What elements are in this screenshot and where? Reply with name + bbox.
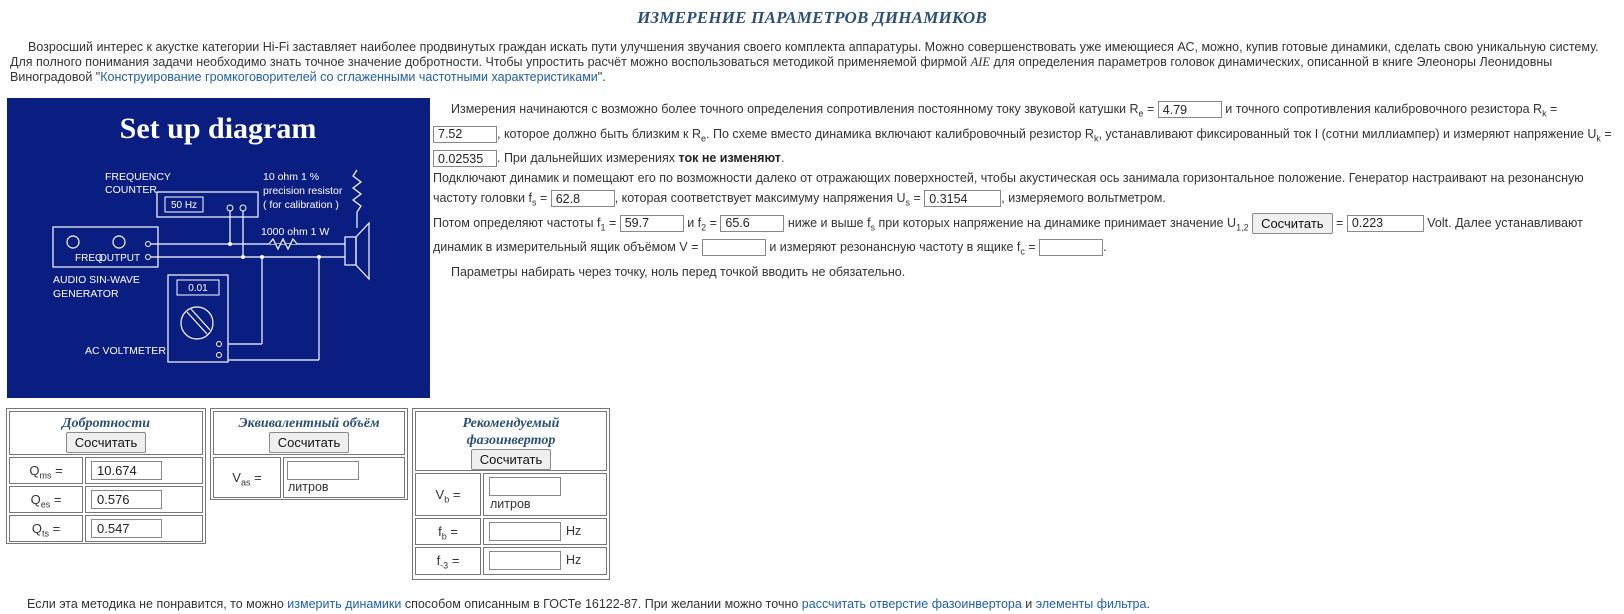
vb-unit: литров: [490, 497, 531, 511]
bass-panel-title-1: Рекомендуемый: [462, 416, 560, 431]
generator-text-2: GENERATOR: [53, 288, 119, 300]
vas-panel-header: [213, 411, 405, 455]
q-factor-panel: [6, 408, 206, 544]
measure-text-3: , которое должно быть близким к R: [497, 126, 701, 141]
freq-counter-label-2: COUNTER: [105, 184, 157, 196]
calc-bass-reflex-button[interactable]: Сосчитать: [471, 449, 552, 470]
fc-input[interactable]: [1039, 239, 1103, 256]
re-sub: e: [1138, 108, 1144, 119]
measure-text-11: и f: [683, 215, 702, 230]
setup-diagram: [7, 98, 430, 398]
u12-sub: 1,2: [1236, 222, 1249, 232]
u12-input[interactable]: [1347, 215, 1424, 232]
f2-eq: =: [706, 215, 721, 230]
measure-text-5: , устанавливают фиксированный ток I (сотни миллиампер) и измеряют напряжение U: [1098, 126, 1597, 141]
bass-panel-title-2: фазоинвертор: [466, 433, 556, 448]
re-sub-2: e: [701, 133, 707, 143]
us-input[interactable]: [924, 190, 1001, 207]
footer-text-1: Если эта методика не понравится, то можно: [27, 597, 288, 611]
measure-text-16: и измеряют резонансную частоту в ящике f: [765, 240, 1021, 254]
rk-eq: =: [1546, 102, 1558, 116]
fs-eq: =: [536, 191, 551, 205]
calc-u12-button[interactable]: Сосчитать: [1252, 213, 1333, 234]
qms-label: $Q_{ms}$ =: [29, 463, 63, 481]
vas-panel: [210, 408, 408, 500]
freq-display: 50 Hz: [170, 200, 198, 211]
fb-label: $f_b$ =: [438, 524, 458, 542]
input-format-note: Параметры набирать через точку, ноль перед точкой вводить не обязательно.: [451, 264, 906, 279]
freq-counter-label-1: FREQUENCY: [105, 171, 171, 183]
resistor-label-2: precision resistor: [263, 185, 343, 197]
intro-text-3: ".: [597, 70, 606, 84]
book-link[interactable]: Конструирование громкоговорителей со сглаженными частотными характеристиками: [100, 70, 598, 84]
measure-text-4: . По схеме вместо динамика включают калибровочный резистор R: [706, 126, 1094, 141]
current-unchanged-note: ток не изменяют: [678, 151, 781, 165]
footer-text-2: способом описанным в ГОСТе 16122-87. При желании можно точно: [401, 597, 802, 611]
vb-input[interactable]: [489, 477, 561, 496]
filter-elements-link[interactable]: элементы фильтра: [1035, 597, 1147, 611]
f2-sub: 2: [701, 222, 707, 232]
measure-text-12: ниже и выше f: [784, 215, 871, 230]
diagram-title: Set up diagram: [119, 112, 317, 145]
qes-input[interactable]: [91, 490, 162, 509]
resistor-label-1: 10 ohm 1 %: [263, 171, 320, 183]
fb-unit: Hz: [566, 524, 582, 538]
uk-sub: k: [1596, 133, 1601, 143]
measure-text-1: Измерения начинаются с возможно более точного определения сопротивления постоянному току звуковой катушки R: [451, 102, 1139, 116]
intro-text-2: для определения параметров головок динамических, описанной в книге Элеоноры Леонидовны Виноградовой ": [10, 55, 1553, 84]
fs-sub-2: s: [870, 222, 876, 232]
measure-text-7: Подключают динамик и помещают его по возможности далеко от отражающих поверхностей, чтобы акустическая ось занимала горизонтальное положение. Генератор настраивают на резонансную частоту головки f: [433, 171, 1584, 205]
fs-input[interactable]: [551, 190, 615, 207]
f3-unit: Hz: [566, 553, 582, 567]
measure-text-6: . При дальнейших измерениях: [497, 151, 679, 165]
measure-text-6-end: .: [780, 151, 785, 165]
measure-text-15: Volt. Далее устанавливают динамик в измерительный ящик объёмом V =: [433, 215, 1583, 254]
aie-brand: AIE: [970, 55, 990, 69]
fb-input[interactable]: [489, 522, 561, 541]
us-sub: s: [905, 197, 911, 208]
page-title: ИЗМЕРЕНИЕ ПАРАМЕТРОВ ДИНАМИКОВ: [637, 8, 987, 27]
voltmeter-display: 0.01: [188, 283, 208, 294]
rk-sub: k: [1542, 108, 1547, 119]
intro-paragraph: [10, 40, 1610, 85]
us-eq: =: [910, 191, 925, 205]
calibration-resistor-icon: [353, 170, 361, 212]
bass-reflex-panel: [412, 408, 610, 580]
measure-text-8: , которая соответствует максимуму напряжения U: [614, 191, 906, 205]
u12-eq: =: [1332, 215, 1347, 230]
rk-sub-2: k: [1093, 133, 1099, 143]
footer-text-4: .: [1146, 597, 1150, 611]
resistor2-label: 1000 ohm 1 W: [261, 226, 330, 238]
footer-text-3: и: [1021, 597, 1036, 611]
qms-input[interactable]: [91, 461, 162, 480]
load-resistor-icon: [269, 239, 297, 249]
fs-sub: s: [531, 197, 537, 208]
fc-sub: c: [1020, 246, 1025, 257]
qts-label: $Q_{ts}$ =: [31, 521, 61, 539]
uk-eq: =: [1600, 126, 1612, 141]
generator-label-output: OUTPUT: [99, 253, 141, 264]
vas-input[interactable]: [287, 461, 359, 480]
uk-input[interactable]: [433, 150, 497, 167]
f3-input[interactable]: [489, 551, 561, 570]
rk-input[interactable]: [433, 126, 497, 143]
generator-text-1: AUDIO SIN-WAVE: [53, 274, 140, 286]
measure-text-2: и точного сопротивления калибровочного резистора R: [1225, 102, 1543, 116]
vb-label: $V_b$ =: [435, 487, 461, 505]
qts-input[interactable]: [91, 519, 162, 538]
re-input[interactable]: [1158, 101, 1222, 118]
setup-diagram-svg: [7, 98, 430, 398]
footer-paragraph: [27, 597, 1617, 612]
vas-unit: литров: [288, 480, 329, 494]
measure-text-13: при которых напряжение на динамике принимает значение U: [875, 215, 1237, 230]
measure-text-10: Потом определяют частоты f: [433, 215, 601, 230]
intro-text-1: Возросший интерес к акустке категории Hi-Fi заставляет наиболее продвинутых граждан искать пути улучшения звучания своего комплекта аппаратуры. Можно совершенствовать уже имеющиеся АС, можно, купив готовые динамики, сделать свою уникальную систему. Для полного понимания задачи необходимо знать точное значение добротности. Чтобы упростить расчёт можно воспользоваться методикой применяемой фирмой: [10, 40, 1599, 69]
vas-panel-title: Эквивалентный объём: [238, 416, 380, 431]
re-eq: =: [1143, 102, 1158, 116]
measurement-instructions: [433, 99, 1618, 282]
measure-text-9: , измеряемого вольтметром.: [1001, 191, 1166, 205]
q-panel-title: Добротности: [61, 416, 151, 431]
f1-input[interactable]: [620, 215, 684, 232]
bass-panel-header: [415, 411, 607, 471]
f3-label: $f_{-3}$ =: [436, 553, 460, 571]
q-panel-header: [9, 411, 203, 455]
f1-sub: 1: [600, 222, 606, 232]
measure-text-17: .: [1103, 240, 1107, 254]
voltmeter-label: AC VOLTMETER: [85, 345, 166, 357]
speaker-icon: [345, 237, 356, 265]
f1-eq: =: [605, 215, 620, 230]
calc-vas-button[interactable]: Сосчитать: [269, 432, 350, 453]
generator-label-freq: FREQ.: [75, 253, 106, 264]
measure-speakers-link[interactable]: измерить динамики: [287, 597, 402, 611]
calc-q-button[interactable]: Сосчитать: [66, 432, 147, 453]
vas-label: $V_{as}$ =: [232, 470, 262, 488]
f2-input[interactable]: [720, 215, 784, 232]
box-volume-input[interactable]: [702, 239, 766, 256]
resistor-label-3: ( for calibration ): [263, 199, 339, 211]
bass-port-link[interactable]: рассчитать отверстие фазоинвертора: [801, 597, 1022, 611]
fc-eq: =: [1024, 240, 1040, 254]
qes-label: $Q_{es}$ =: [30, 492, 62, 510]
